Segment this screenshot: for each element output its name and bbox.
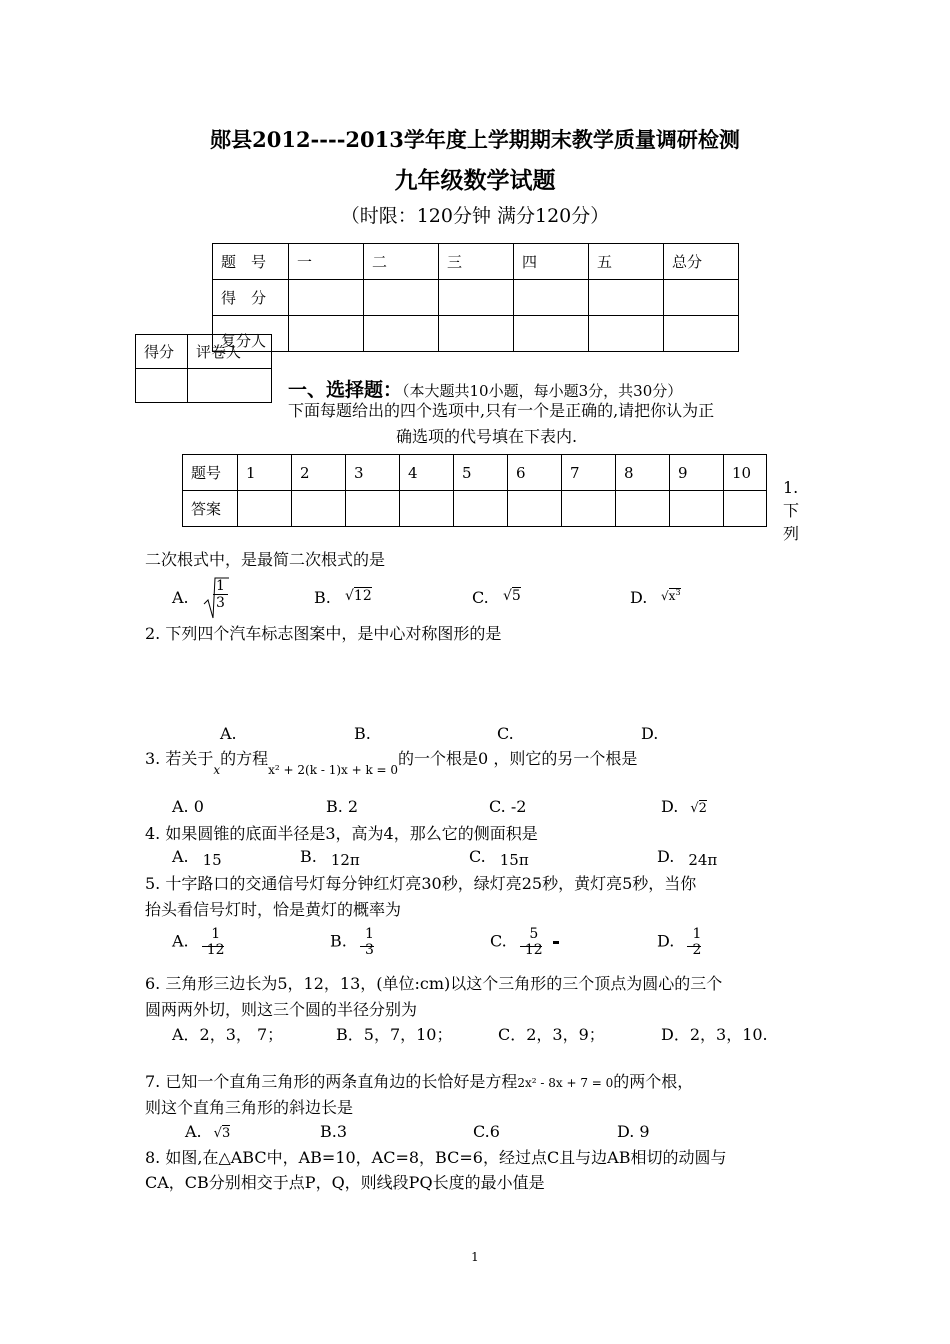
sqrt-icon: √ (213, 1126, 222, 1141)
q8-stem: 8. 如图,在△ABC中，AB=10，AC=8，BC=6，经过点C且与边AB相切的动圆与 (145, 1148, 727, 1167)
q4-option-a-label: A. (172, 847, 189, 866)
q5-b-numerator: 1 (364, 926, 374, 942)
score-row-label: 复分人 (213, 316, 289, 352)
answer-number: 10 (724, 455, 767, 491)
q1-prefix: 下 (783, 501, 800, 520)
answer-number: 7 (562, 455, 616, 491)
grader-score-label: 得分 (136, 335, 188, 369)
score-table (212, 243, 739, 352)
q6-option-a: A．2，3， 7； (172, 1025, 284, 1044)
answer-cell[interactable] (724, 491, 767, 527)
q1-option-b-label: B. (314, 588, 331, 607)
q1-option-a-label: A. (172, 588, 189, 607)
section1-heading (288, 375, 682, 402)
exam-title: 郧县2012----2013学年度上学期期末教学质量调研检测 (210, 127, 740, 152)
q7-option-c: C.6 (473, 1122, 500, 1141)
q1-prefix: 列 (783, 524, 800, 543)
score-header-cell: 三 (439, 244, 514, 280)
grader-name-label: 评卷人 (188, 335, 272, 369)
q1-option-a-expression (203, 576, 229, 624)
answer-number: 8 (616, 455, 670, 491)
q1-c-radicand: 5 (511, 588, 521, 604)
score-header-cell: 总分 (664, 244, 739, 280)
q3-option-a: A. 0 (172, 797, 204, 816)
mark-dash (553, 941, 559, 944)
answer-cell[interactable] (670, 491, 724, 527)
q1-option-c-label: C. (472, 588, 489, 607)
q3-stem-part: 的一个根是0 ，则它的另一个根是 (398, 749, 638, 768)
answer-number: 2 (292, 455, 346, 491)
q5-d-denominator: 2 (692, 942, 702, 959)
q2-option-c: C. (497, 724, 514, 743)
q4-option-c-label: C. (469, 847, 486, 866)
q1-b-radicand: 12 (353, 588, 372, 604)
q4-option-d-label: D. (657, 847, 675, 866)
q2-option-d: D. (641, 724, 659, 743)
q7-equation: 2x² - 8x + 7 = 0 (517, 1076, 614, 1090)
section1-title: 一、选择题： (288, 379, 403, 401)
answer-number: 9 (670, 455, 724, 491)
sqrt-icon: √ (345, 588, 354, 604)
answer-cell[interactable] (400, 491, 454, 527)
answer-cell[interactable] (238, 491, 292, 527)
q3-option-d-label: D. (661, 797, 679, 816)
q5-stem: 抬头看信号灯时，恰是黄灯的概率为 (145, 900, 402, 919)
answer-row-label: 题号 (183, 455, 238, 491)
fraction-bar (687, 946, 701, 947)
time-info: （时限：120分钟 满分120分） (340, 205, 610, 227)
q1-a-numerator: 1 (213, 578, 228, 595)
q8-stem: CA，CB分别相交于点P，Q，则线段PQ长度的最小值是 (145, 1173, 545, 1192)
q5-b-denominator: 3 (364, 942, 374, 959)
fraction-bar (360, 946, 374, 947)
q7-stem: 则这个直角三角形的斜边长是 (145, 1098, 354, 1117)
score-cell[interactable] (514, 280, 589, 316)
score-cell[interactable] (289, 316, 364, 352)
section1-note: （本大题共10小题，每小题3分，共30分） (402, 382, 683, 400)
sqrt-icon: √ (690, 801, 699, 816)
q1-option-d-label: D. (630, 588, 648, 607)
q6-stem: 6. 三角形三边长为5，12，13，(单位:cm)以这个三角形的三个顶点为圆心的三个 (145, 974, 723, 993)
q5-option-d (657, 926, 704, 958)
q4-option-c-value: 15π (499, 851, 529, 869)
answer-number: 4 (400, 455, 454, 491)
score-header-cell: 一 (289, 244, 364, 280)
q5-option-d-label: D. (657, 931, 675, 951)
answer-number: 3 (346, 455, 400, 491)
page-number: 1 (471, 1250, 479, 1264)
q4-option-b-value: 12π (330, 851, 360, 869)
q3-d-radicand: 2 (698, 801, 707, 816)
q4-option-b (300, 847, 360, 869)
q1-d-radicand: x (668, 589, 676, 603)
grader-name-cell[interactable] (188, 369, 272, 403)
exam-subtitle: 九年级数学试题 (394, 167, 556, 194)
q5-a-numerator: 1 (211, 926, 221, 942)
q4-option-a (172, 847, 222, 869)
q7-stem-part: 7. 已知一个直角三角形的两条直角边的长恰好是方程 (145, 1072, 518, 1091)
q5-option-a (172, 926, 228, 958)
q4-option-b-label: B. (300, 847, 317, 866)
score-cell[interactable] (439, 316, 514, 352)
q1-d-exponent: 3 (675, 588, 681, 597)
q5-stem: 5. 十字路口的交通信号灯每分钟红灯亮30秒，绿灯亮25秒，黄灯亮5秒，当你 (145, 874, 697, 893)
answer-cell[interactable] (562, 491, 616, 527)
answer-cell[interactable] (616, 491, 670, 527)
sqrt-icon: √ (503, 588, 512, 604)
q3-stem-part: 3. 若关于 (145, 749, 214, 768)
q1-number: 1. (783, 478, 799, 497)
q3-option-b: B. 2 (326, 797, 359, 816)
q2-option-a: A. (220, 724, 237, 743)
q5-option-c (490, 926, 559, 958)
q5-option-c-label: C. (490, 931, 507, 951)
q5-option-a-label: A. (172, 931, 189, 951)
q5-option-b (330, 926, 377, 958)
q2-option-b: B. (354, 724, 371, 743)
q6-option-b: B．5，7，10； (336, 1025, 453, 1044)
q3-option-c: C. -2 (489, 797, 527, 816)
score-cell[interactable] (514, 316, 589, 352)
q5-c-numerator: 5 (529, 926, 539, 942)
q2-stem: 2. 下列四个汽车标志图案中，是中心对称图形的是 (145, 624, 502, 643)
score-cell[interactable] (664, 280, 739, 316)
sqrt-icon: √ (661, 589, 669, 603)
score-header-cell: 四 (514, 244, 589, 280)
q3-stem-part: 的方程 (220, 749, 269, 768)
q6-option-c: C．2，3，9； (498, 1025, 605, 1044)
answer-number: 1 (238, 455, 292, 491)
q4-option-c (469, 847, 529, 869)
answer-cell[interactable] (508, 491, 562, 527)
answer-table (182, 454, 767, 527)
q7-option-d: D. 9 (617, 1122, 650, 1141)
score-cell[interactable] (589, 280, 664, 316)
grader-box (135, 334, 272, 403)
answer-cell[interactable] (292, 491, 346, 527)
fraction-bar (202, 946, 224, 947)
q7-option-b: B.3 (320, 1122, 348, 1141)
q5-option-b-label: B. (330, 931, 347, 951)
q7-a-radicand: 3 (221, 1126, 231, 1141)
score-cell[interactable] (364, 280, 439, 316)
score-header-cell: 五 (589, 244, 664, 280)
q3-equation: x² + 2(k - 1)x + k = 0 (268, 763, 399, 777)
q3-variable: x (213, 763, 221, 777)
q7-option-a (185, 1124, 230, 1140)
q3-option-d (661, 799, 707, 815)
q4-option-a-value: 15 (202, 851, 222, 869)
score-header-cell: 题 号 (213, 244, 289, 280)
section1-instruction: 确选项的代号填在下表内. (396, 427, 578, 446)
q6-stem: 圆两两外切，则这三个圆的半径分别为 (145, 1000, 418, 1019)
score-cell[interactable] (364, 316, 439, 352)
answer-cell[interactable] (346, 491, 400, 527)
q4-option-d (657, 847, 718, 869)
section1-instruction: 下面每题给出的四个选项中,只有一个是正确的,请把你认为正 (288, 401, 715, 420)
score-cell[interactable] (289, 280, 364, 316)
q7-stem (145, 1074, 693, 1090)
q3-stem (145, 749, 638, 777)
score-row-label: 得 分 (213, 280, 289, 316)
grader-score-cell[interactable] (136, 369, 188, 403)
answer-cell[interactable] (454, 491, 508, 527)
q4-option-d-value: 24π (688, 851, 718, 869)
q5-c-denominator: 12 (524, 942, 543, 959)
q1-option-b-expression (345, 588, 372, 604)
q6-option-d: D．2，3，10. (661, 1025, 768, 1044)
score-header-cell: 二 (364, 244, 439, 280)
q4-stem: 4. 如果圆锥的底面半径是3，高为4，那么它的侧面积是 (145, 824, 538, 843)
score-cell[interactable] (589, 316, 664, 352)
q1-a-denominator: 3 (216, 595, 225, 612)
answer-number: 6 (508, 455, 562, 491)
q1-option-c-expression (503, 588, 521, 604)
score-cell[interactable] (664, 316, 739, 352)
answer-number: 5 (454, 455, 508, 491)
q5-a-denominator: 12 (206, 942, 225, 959)
q1-stem: 二次根式中，是最简二次根式的是 (145, 550, 386, 569)
q7-stem-part: 的两个根， (613, 1072, 694, 1091)
q1-option-d-expression (661, 588, 681, 603)
q7-option-a-label: A. (185, 1122, 202, 1141)
answer-row-label: 答案 (183, 491, 238, 527)
fraction-bar (520, 946, 542, 947)
score-cell[interactable] (439, 280, 514, 316)
q5-d-numerator: 1 (692, 926, 702, 942)
